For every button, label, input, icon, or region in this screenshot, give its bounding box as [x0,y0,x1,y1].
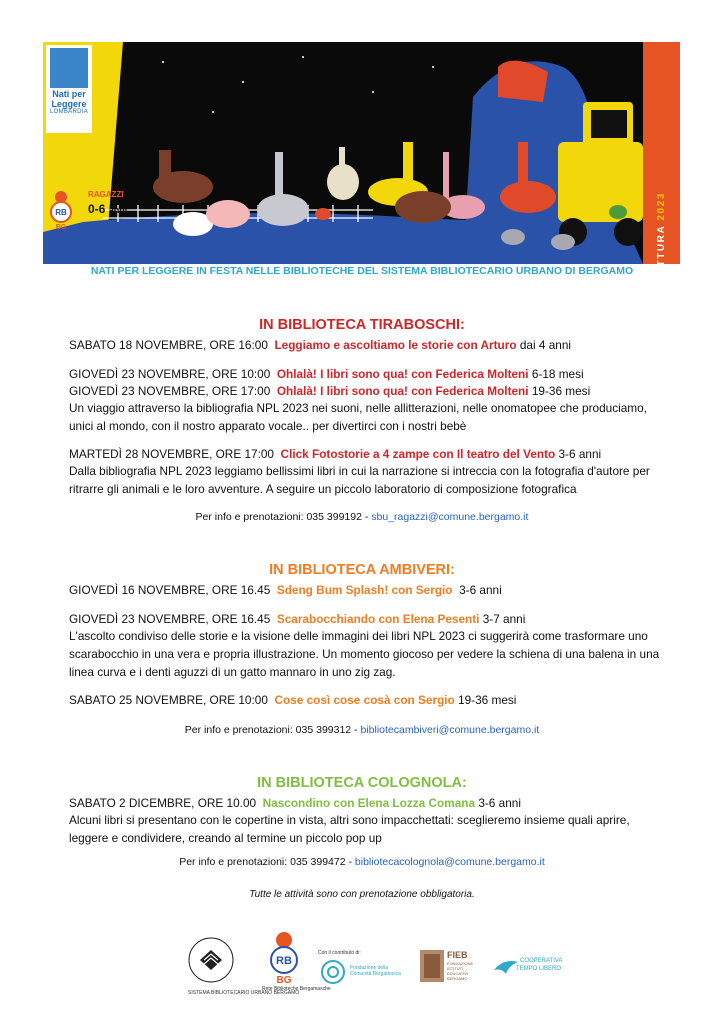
event-tiraboschi-3-description: Un viaggio attraverso la bibliografia NPL 2023 nei suoni, nelle allitterazioni, nelle onomatopee che produciamo, unici al mondo, con il nostro apparato vocale.. per divertirci con i nostri bebè [69,401,647,433]
ragazzi-label: RAGAZZI [88,190,124,199]
age-range: 0-6 anni [88,202,128,216]
bird-icon [494,958,518,976]
rete-biblioteche-logo: RB BG Rete Biblioteche Bergamasche [264,930,304,1000]
svg-text:BG: BG [276,975,292,986]
event-tiraboschi-4: MARTEDÌ 28 NOVEMBRE, ORE 17:00 Click Fotostorie a 4 zampe con Il teatro del Vento 3-6 anni [69,447,602,461]
proposte-di-lettura-label: PROPOSTE DI LETTURA 2023 [656,192,667,373]
age-badge [46,190,136,236]
nati-per-leggere-logo [46,45,92,133]
svg-text:RB: RB [55,208,67,217]
info-tiraboschi: Per info e prenotazioni: 035 399192 - sbu_ragazzi@comune.bergamo.it [195,511,529,523]
email-link-ambiveri[interactable]: bibliotecambiveri@comune.bergamo.it [360,724,540,736]
event-colognola-1: SABATO 2 DICEMBRE, ORE 10.00 Nascondino con Elena Lozza Comana 3-6 anni [69,796,521,810]
logo-title: Nati per Leggere [51,89,87,109]
fondazione-comunita-logo: Con il contributo di: Fondazione della Comunità Bergamasca [318,930,408,1000]
page-subtitle: NATI PER LEGGERE IN FESTA NELLE BIBLIOTECHE DEL SISTEMA BIBLIOTECARIO URBANO DI BERGAMO [90,265,634,277]
event-ambiveri-3: SABATO 25 NOVEMBRE, ORE 10:00 Cose così cose cosà con Sergio 19-36 mesi [69,693,517,707]
rb-bg-icon [46,190,76,230]
email-link-tiraboschi[interactable]: sbu_ragazzi@comune.bergamo.it [371,511,529,523]
event-colognola-1-description: Alcuni libri si presentano con le copertine in vista, altri sono impacchettati: sceglieremo insieme quali aprire, leggere e condividere, creando al termine un piccolo pop up [69,813,630,845]
event-ambiveri-2: GIOVEDÌ 23 NOVEMBRE, ORE 16.45 Scarabocchiando con Elena Pesenti 3-7 anni [69,612,526,626]
cooperativa-tempo-libero-logo: COOPERATIVA TEMPO LIBERO [494,930,574,1000]
section-title-colognola: IN BIBLIOTECA COLOGNOLA: [257,775,467,791]
event-tiraboschi-2: GIOVEDÌ 23 NOVEMBRE, ORE 10:00 Ohlalà! I libri sono qua! con Federica Molteni 6-18 mesi [69,367,584,381]
event-ambiveri-1: GIOVEDÌ 16 NOVEMBRE, ORE 16.45 Sdeng Bum Splash! con Sergio 3-6 anni [69,583,502,597]
event-tiraboschi-3: GIOVEDÌ 23 NOVEMBRE, ORE 17:00 Ohlalà! I libri sono qua! con Federica Molteni 19-36 mesi [69,384,591,398]
event-ambiveri-2-description: L'ascolto condiviso delle storie e la visione delle immagini dei libri NPL 2023 ci suggerirà come trasformare uno scarabocchio in una vera e propria illustrazione. Un momento giocoso per vedere la schiena di una balena in una linea curva e i denti aguzzi di un gatto mannaro in uno zig zag. [69,629,660,679]
reading-child-icon [50,48,88,88]
section-title-tiraboschi: IN BIBLIOTECA TIRABOSCHI: [259,317,465,333]
svg-text:RB: RB [276,955,292,967]
sistema-bibliotecario-logo: SISTEMA BIBLIOTECARIO URBANO BERGAMO [186,930,236,1000]
booking-note: Tutte le attività sono con prenotazione obbligatoria. [249,889,475,900]
info-ambiveri: Per info e prenotazioni: 035 399312 - bibliotecambiveri@comune.bergamo.it [184,724,540,736]
section-title-ambiveri: IN BIBLIOTECA AMBIVERI: [269,562,455,578]
logo-region: LOMBARDIA [49,109,89,115]
banner-illustration [43,42,680,264]
event-tiraboschi-4-description: Dalla bibliografia NPL 2023 leggiamo bellissimi libri in cui la narrazione si intreccia con la fotografia d'autore per ritrarre gli animali e le loro avventure. A seguire un piccolo laboratorio di composizione fotografica [69,464,650,496]
fieb-logo: FIEB FONDAZIONE ISTITUTI EDUCATIVI BERGAMO [420,930,480,1000]
info-colognola: Per info e prenotazioni: 035 399472 - bibliotecacolognola@comune.bergamo.it [179,856,545,868]
event-tiraboschi-1: SABATO 18 NOVEMBRE, ORE 16:00 Leggiamo e ascoltiamo le storie con Arturo dai 4 anni [69,338,572,352]
svg-text:BG: BG [55,224,67,231]
email-link-colognola[interactable]: bibliotecacolognola@comune.bergamo.it [354,856,545,868]
